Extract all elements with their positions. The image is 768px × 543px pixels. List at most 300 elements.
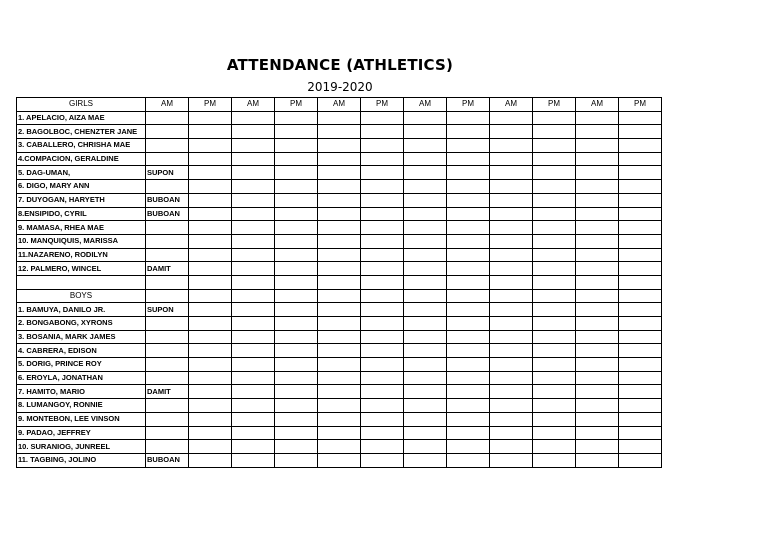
attendance-cell[interactable] xyxy=(275,125,318,139)
attendance-note[interactable] xyxy=(146,399,189,413)
attendance-cell[interactable] xyxy=(275,207,318,221)
attendance-cell[interactable] xyxy=(533,330,576,344)
attendance-cell[interactable] xyxy=(318,125,361,139)
attendance-cell[interactable] xyxy=(232,426,275,440)
attendance-cell[interactable] xyxy=(404,453,447,467)
attendance-note[interactable] xyxy=(146,248,189,262)
attendance-cell[interactable] xyxy=(533,358,576,372)
attendance-cell[interactable] xyxy=(533,193,576,207)
attendance-cell[interactable] xyxy=(275,344,318,358)
attendance-cell[interactable] xyxy=(189,180,232,194)
attendance-cell[interactable] xyxy=(232,139,275,153)
attendance-cell[interactable] xyxy=(619,303,662,317)
attendance-cell[interactable] xyxy=(404,412,447,426)
attendance-cell[interactable] xyxy=(576,125,619,139)
attendance-cell[interactable] xyxy=(576,358,619,372)
attendance-cell[interactable] xyxy=(404,193,447,207)
attendance-cell[interactable] xyxy=(275,139,318,153)
attendance-cell[interactable] xyxy=(404,234,447,248)
attendance-cell[interactable] xyxy=(404,139,447,153)
attendance-cell[interactable] xyxy=(275,180,318,194)
attendance-note[interactable]: SUPON xyxy=(146,166,189,180)
attendance-note[interactable] xyxy=(146,180,189,194)
attendance-cell[interactable] xyxy=(189,111,232,125)
attendance-cell[interactable] xyxy=(232,248,275,262)
attendance-cell[interactable] xyxy=(189,371,232,385)
attendance-cell[interactable] xyxy=(404,275,447,289)
attendance-cell[interactable] xyxy=(361,180,404,194)
attendance-note[interactable] xyxy=(146,426,189,440)
attendance-cell[interactable] xyxy=(619,139,662,153)
attendance-cell[interactable] xyxy=(275,193,318,207)
attendance-cell[interactable] xyxy=(619,234,662,248)
attendance-cell[interactable] xyxy=(275,453,318,467)
attendance-cell[interactable] xyxy=(361,358,404,372)
attendance-cell[interactable] xyxy=(275,412,318,426)
attendance-cell[interactable] xyxy=(318,275,361,289)
attendance-note[interactable] xyxy=(146,317,189,331)
attendance-cell[interactable] xyxy=(318,234,361,248)
attendance-cell[interactable] xyxy=(232,275,275,289)
attendance-cell[interactable] xyxy=(361,234,404,248)
attendance-cell[interactable] xyxy=(404,371,447,385)
attendance-cell[interactable] xyxy=(232,330,275,344)
attendance-cell[interactable] xyxy=(361,152,404,166)
attendance-cell[interactable] xyxy=(619,152,662,166)
attendance-cell[interactable] xyxy=(232,358,275,372)
attendance-cell[interactable] xyxy=(361,207,404,221)
attendance-cell[interactable] xyxy=(490,139,533,153)
attendance-cell[interactable] xyxy=(189,275,232,289)
attendance-cell[interactable] xyxy=(490,317,533,331)
attendance-cell[interactable] xyxy=(189,193,232,207)
attendance-cell[interactable] xyxy=(490,371,533,385)
attendance-cell[interactable] xyxy=(318,289,361,303)
attendance-cell[interactable] xyxy=(189,412,232,426)
attendance-cell[interactable] xyxy=(619,412,662,426)
attendance-cell[interactable] xyxy=(361,371,404,385)
attendance-cell[interactable] xyxy=(447,358,490,372)
attendance-cell[interactable] xyxy=(318,371,361,385)
attendance-cell[interactable] xyxy=(189,289,232,303)
attendance-cell[interactable] xyxy=(318,193,361,207)
attendance-cell[interactable] xyxy=(275,289,318,303)
attendance-cell[interactable] xyxy=(318,426,361,440)
attendance-cell[interactable] xyxy=(361,317,404,331)
attendance-cell[interactable] xyxy=(619,125,662,139)
attendance-cell[interactable] xyxy=(576,371,619,385)
attendance-cell[interactable] xyxy=(361,139,404,153)
attendance-cell[interactable] xyxy=(447,344,490,358)
attendance-cell[interactable] xyxy=(490,221,533,235)
attendance-cell[interactable] xyxy=(361,125,404,139)
attendance-cell[interactable] xyxy=(275,275,318,289)
attendance-cell[interactable] xyxy=(361,330,404,344)
attendance-note[interactable] xyxy=(146,125,189,139)
attendance-cell[interactable] xyxy=(232,289,275,303)
attendance-cell[interactable] xyxy=(490,440,533,454)
attendance-cell[interactable] xyxy=(619,262,662,276)
attendance-cell[interactable] xyxy=(189,358,232,372)
attendance-cell[interactable] xyxy=(533,412,576,426)
attendance-cell[interactable] xyxy=(404,125,447,139)
attendance-cell[interactable] xyxy=(189,317,232,331)
attendance-cell[interactable] xyxy=(189,385,232,399)
attendance-note[interactable] xyxy=(146,221,189,235)
attendance-cell[interactable] xyxy=(361,166,404,180)
attendance-cell[interactable] xyxy=(232,344,275,358)
attendance-cell[interactable] xyxy=(490,180,533,194)
attendance-cell[interactable] xyxy=(576,317,619,331)
attendance-cell[interactable] xyxy=(232,385,275,399)
attendance-cell[interactable] xyxy=(361,440,404,454)
attendance-cell[interactable] xyxy=(619,453,662,467)
attendance-cell[interactable] xyxy=(318,180,361,194)
attendance-cell[interactable] xyxy=(146,289,189,303)
attendance-cell[interactable] xyxy=(189,344,232,358)
attendance-cell[interactable] xyxy=(490,207,533,221)
attendance-cell[interactable] xyxy=(576,289,619,303)
attendance-cell[interactable] xyxy=(189,152,232,166)
attendance-cell[interactable] xyxy=(447,371,490,385)
attendance-cell[interactable] xyxy=(576,193,619,207)
attendance-cell[interactable] xyxy=(490,275,533,289)
attendance-cell[interactable] xyxy=(404,385,447,399)
attendance-cell[interactable] xyxy=(361,248,404,262)
attendance-cell[interactable] xyxy=(619,111,662,125)
attendance-cell[interactable] xyxy=(361,221,404,235)
attendance-cell[interactable] xyxy=(275,358,318,372)
attendance-cell[interactable] xyxy=(404,303,447,317)
attendance-cell[interactable] xyxy=(318,111,361,125)
attendance-cell[interactable] xyxy=(232,152,275,166)
attendance-cell[interactable] xyxy=(275,152,318,166)
attendance-cell[interactable] xyxy=(533,453,576,467)
attendance-cell[interactable] xyxy=(275,303,318,317)
attendance-cell[interactable] xyxy=(533,248,576,262)
attendance-cell[interactable] xyxy=(361,193,404,207)
attendance-cell[interactable] xyxy=(361,289,404,303)
attendance-cell[interactable] xyxy=(318,317,361,331)
attendance-cell[interactable] xyxy=(189,248,232,262)
attendance-cell[interactable] xyxy=(490,453,533,467)
attendance-cell[interactable] xyxy=(619,221,662,235)
attendance-cell[interactable] xyxy=(404,317,447,331)
attendance-cell[interactable] xyxy=(447,193,490,207)
attendance-cell[interactable] xyxy=(533,221,576,235)
attendance-cell[interactable] xyxy=(576,399,619,413)
attendance-cell[interactable] xyxy=(533,262,576,276)
attendance-cell[interactable] xyxy=(490,166,533,180)
attendance-cell[interactable] xyxy=(404,330,447,344)
attendance-cell[interactable] xyxy=(232,303,275,317)
attendance-cell[interactable] xyxy=(189,234,232,248)
attendance-note[interactable]: DAMIT xyxy=(146,385,189,399)
attendance-cell[interactable] xyxy=(533,125,576,139)
attendance-cell[interactable] xyxy=(576,207,619,221)
attendance-cell[interactable] xyxy=(189,139,232,153)
attendance-cell[interactable] xyxy=(619,317,662,331)
attendance-cell[interactable] xyxy=(447,248,490,262)
attendance-cell[interactable] xyxy=(447,152,490,166)
attendance-cell[interactable] xyxy=(576,234,619,248)
attendance-cell[interactable] xyxy=(189,166,232,180)
attendance-cell[interactable] xyxy=(275,330,318,344)
attendance-cell[interactable] xyxy=(576,440,619,454)
attendance-cell[interactable] xyxy=(490,426,533,440)
attendance-cell[interactable] xyxy=(447,399,490,413)
attendance-cell[interactable] xyxy=(576,385,619,399)
attendance-cell[interactable] xyxy=(619,289,662,303)
attendance-cell[interactable] xyxy=(318,412,361,426)
attendance-cell[interactable] xyxy=(576,152,619,166)
attendance-cell[interactable] xyxy=(619,180,662,194)
attendance-cell[interactable] xyxy=(576,166,619,180)
attendance-cell[interactable] xyxy=(619,440,662,454)
attendance-cell[interactable] xyxy=(576,111,619,125)
attendance-cell[interactable] xyxy=(576,412,619,426)
attendance-cell[interactable] xyxy=(576,426,619,440)
attendance-note[interactable] xyxy=(146,152,189,166)
attendance-cell[interactable] xyxy=(404,166,447,180)
attendance-cell[interactable] xyxy=(232,453,275,467)
attendance-cell[interactable] xyxy=(576,344,619,358)
attendance-cell[interactable] xyxy=(447,440,490,454)
attendance-cell[interactable] xyxy=(404,111,447,125)
attendance-cell[interactable] xyxy=(619,385,662,399)
attendance-cell[interactable] xyxy=(533,289,576,303)
attendance-cell[interactable] xyxy=(576,262,619,276)
attendance-note[interactable]: BUBOAN xyxy=(146,207,189,221)
attendance-cell[interactable] xyxy=(533,399,576,413)
attendance-cell[interactable] xyxy=(447,234,490,248)
attendance-cell[interactable] xyxy=(189,125,232,139)
attendance-cell[interactable] xyxy=(404,248,447,262)
attendance-cell[interactable] xyxy=(576,330,619,344)
attendance-cell[interactable] xyxy=(361,111,404,125)
attendance-cell[interactable] xyxy=(189,440,232,454)
attendance-cell[interactable] xyxy=(275,234,318,248)
attendance-cell[interactable] xyxy=(275,317,318,331)
attendance-cell[interactable] xyxy=(318,358,361,372)
attendance-cell[interactable] xyxy=(146,275,189,289)
attendance-cell[interactable] xyxy=(189,399,232,413)
attendance-note[interactable]: SUPON xyxy=(146,303,189,317)
attendance-cell[interactable] xyxy=(189,262,232,276)
attendance-cell[interactable] xyxy=(576,180,619,194)
attendance-cell[interactable] xyxy=(189,207,232,221)
attendance-cell[interactable] xyxy=(275,426,318,440)
attendance-cell[interactable] xyxy=(318,330,361,344)
attendance-cell[interactable] xyxy=(404,440,447,454)
attendance-cell[interactable] xyxy=(318,262,361,276)
attendance-cell[interactable] xyxy=(232,371,275,385)
attendance-cell[interactable] xyxy=(533,166,576,180)
attendance-cell[interactable] xyxy=(619,248,662,262)
attendance-cell[interactable] xyxy=(447,111,490,125)
attendance-cell[interactable] xyxy=(490,193,533,207)
attendance-cell[interactable] xyxy=(447,330,490,344)
attendance-cell[interactable] xyxy=(490,152,533,166)
attendance-cell[interactable] xyxy=(490,344,533,358)
attendance-cell[interactable] xyxy=(189,330,232,344)
attendance-cell[interactable] xyxy=(232,180,275,194)
attendance-cell[interactable] xyxy=(533,180,576,194)
attendance-note[interactable] xyxy=(146,234,189,248)
attendance-cell[interactable] xyxy=(490,234,533,248)
attendance-note[interactable] xyxy=(146,440,189,454)
attendance-cell[interactable] xyxy=(275,399,318,413)
attendance-cell[interactable] xyxy=(447,385,490,399)
attendance-cell[interactable] xyxy=(232,412,275,426)
attendance-cell[interactable] xyxy=(404,344,447,358)
attendance-cell[interactable] xyxy=(189,303,232,317)
attendance-cell[interactable] xyxy=(361,275,404,289)
attendance-cell[interactable] xyxy=(447,303,490,317)
attendance-cell[interactable] xyxy=(447,317,490,331)
attendance-cell[interactable] xyxy=(275,371,318,385)
attendance-cell[interactable] xyxy=(361,303,404,317)
attendance-cell[interactable] xyxy=(318,139,361,153)
attendance-cell[interactable] xyxy=(576,139,619,153)
attendance-cell[interactable] xyxy=(533,440,576,454)
attendance-cell[interactable] xyxy=(533,139,576,153)
attendance-cell[interactable] xyxy=(404,399,447,413)
attendance-note[interactable]: BUBOAN xyxy=(146,193,189,207)
attendance-note[interactable] xyxy=(146,344,189,358)
attendance-cell[interactable] xyxy=(232,221,275,235)
attendance-cell[interactable] xyxy=(404,221,447,235)
attendance-cell[interactable] xyxy=(318,207,361,221)
attendance-cell[interactable] xyxy=(404,289,447,303)
attendance-cell[interactable] xyxy=(447,221,490,235)
attendance-cell[interactable] xyxy=(447,275,490,289)
attendance-cell[interactable] xyxy=(533,426,576,440)
attendance-cell[interactable] xyxy=(189,453,232,467)
attendance-cell[interactable] xyxy=(361,412,404,426)
attendance-cell[interactable] xyxy=(490,289,533,303)
attendance-cell[interactable] xyxy=(447,207,490,221)
attendance-cell[interactable] xyxy=(232,234,275,248)
attendance-cell[interactable] xyxy=(447,426,490,440)
attendance-cell[interactable] xyxy=(318,166,361,180)
attendance-cell[interactable] xyxy=(576,275,619,289)
attendance-cell[interactable] xyxy=(404,358,447,372)
attendance-cell[interactable] xyxy=(490,125,533,139)
attendance-cell[interactable] xyxy=(404,207,447,221)
attendance-cell[interactable] xyxy=(361,426,404,440)
attendance-cell[interactable] xyxy=(533,152,576,166)
attendance-cell[interactable] xyxy=(619,358,662,372)
attendance-cell[interactable] xyxy=(447,262,490,276)
attendance-cell[interactable] xyxy=(447,166,490,180)
attendance-cell[interactable] xyxy=(533,317,576,331)
attendance-cell[interactable] xyxy=(404,262,447,276)
attendance-cell[interactable] xyxy=(232,111,275,125)
attendance-cell[interactable] xyxy=(619,207,662,221)
attendance-cell[interactable] xyxy=(361,453,404,467)
attendance-note[interactable] xyxy=(146,371,189,385)
attendance-cell[interactable] xyxy=(232,262,275,276)
attendance-cell[interactable] xyxy=(361,262,404,276)
attendance-cell[interactable] xyxy=(533,344,576,358)
attendance-cell[interactable] xyxy=(275,262,318,276)
attendance-cell[interactable] xyxy=(533,234,576,248)
attendance-note[interactable] xyxy=(146,139,189,153)
attendance-cell[interactable] xyxy=(232,166,275,180)
attendance-cell[interactable] xyxy=(361,344,404,358)
attendance-cell[interactable] xyxy=(318,385,361,399)
attendance-cell[interactable] xyxy=(232,207,275,221)
attendance-cell[interactable] xyxy=(619,166,662,180)
attendance-note[interactable] xyxy=(146,358,189,372)
attendance-cell[interactable] xyxy=(189,426,232,440)
attendance-cell[interactable] xyxy=(361,399,404,413)
attendance-cell[interactable] xyxy=(275,221,318,235)
attendance-cell[interactable] xyxy=(619,193,662,207)
attendance-cell[interactable] xyxy=(447,180,490,194)
attendance-cell[interactable] xyxy=(576,453,619,467)
attendance-cell[interactable] xyxy=(447,412,490,426)
attendance-cell[interactable] xyxy=(318,399,361,413)
attendance-cell[interactable] xyxy=(619,426,662,440)
attendance-cell[interactable] xyxy=(275,385,318,399)
attendance-cell[interactable] xyxy=(490,358,533,372)
attendance-cell[interactable] xyxy=(361,385,404,399)
attendance-cell[interactable] xyxy=(619,344,662,358)
attendance-cell[interactable] xyxy=(447,289,490,303)
attendance-note[interactable] xyxy=(146,111,189,125)
attendance-cell[interactable] xyxy=(318,303,361,317)
attendance-cell[interactable] xyxy=(490,330,533,344)
attendance-cell[interactable] xyxy=(576,248,619,262)
attendance-cell[interactable] xyxy=(490,399,533,413)
attendance-cell[interactable] xyxy=(533,385,576,399)
attendance-cell[interactable] xyxy=(404,152,447,166)
attendance-cell[interactable] xyxy=(318,221,361,235)
attendance-cell[interactable] xyxy=(318,152,361,166)
attendance-cell[interactable] xyxy=(533,371,576,385)
attendance-note[interactable] xyxy=(146,412,189,426)
attendance-cell[interactable] xyxy=(619,399,662,413)
attendance-cell[interactable] xyxy=(404,426,447,440)
attendance-cell[interactable] xyxy=(275,111,318,125)
attendance-cell[interactable] xyxy=(533,303,576,317)
attendance-cell[interactable] xyxy=(232,440,275,454)
attendance-note[interactable] xyxy=(146,330,189,344)
attendance-cell[interactable] xyxy=(576,303,619,317)
attendance-cell[interactable] xyxy=(490,262,533,276)
attendance-cell[interactable] xyxy=(318,248,361,262)
attendance-cell[interactable] xyxy=(490,385,533,399)
attendance-cell[interactable] xyxy=(490,412,533,426)
attendance-cell[interactable] xyxy=(275,248,318,262)
attendance-cell[interactable] xyxy=(490,248,533,262)
attendance-cell[interactable] xyxy=(619,371,662,385)
attendance-cell[interactable] xyxy=(533,275,576,289)
attendance-cell[interactable] xyxy=(318,344,361,358)
attendance-cell[interactable] xyxy=(318,440,361,454)
attendance-cell[interactable] xyxy=(619,330,662,344)
attendance-cell[interactable] xyxy=(232,399,275,413)
attendance-cell[interactable] xyxy=(533,111,576,125)
attendance-cell[interactable] xyxy=(232,317,275,331)
attendance-cell[interactable] xyxy=(232,125,275,139)
attendance-cell[interactable] xyxy=(232,193,275,207)
attendance-cell[interactable] xyxy=(447,139,490,153)
attendance-cell[interactable] xyxy=(447,125,490,139)
attendance-cell[interactable] xyxy=(447,453,490,467)
